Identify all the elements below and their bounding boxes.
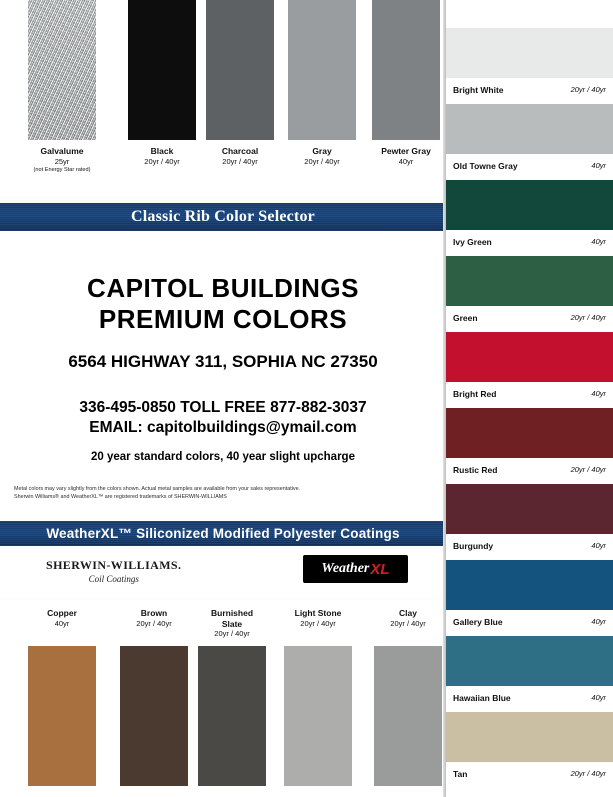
bottom-swatch-row <box>0 600 446 797</box>
swatch-years: 20yr / 40yr <box>222 156 258 166</box>
swatch-gray <box>288 0 356 140</box>
swatch-name: Old Towne Gray <box>453 161 518 171</box>
swatch-years: 40yr <box>54 618 70 628</box>
brand-row <box>0 549 446 597</box>
swatch-old-towne-gray <box>446 104 613 180</box>
swatch-years: 20yr / 40yr <box>214 629 250 639</box>
swatch-label <box>446 382 613 408</box>
swatch-name: Tan <box>453 769 468 779</box>
swatch-caption <box>270 608 366 628</box>
right-swatch-column <box>446 0 613 797</box>
swatch-color-block <box>446 104 613 154</box>
swatch-years: 40yr <box>591 237 606 246</box>
company-email: EMAIL: capitolbuildings@ymail.com <box>89 419 357 437</box>
swatch-label <box>446 534 613 560</box>
swatch-name: Light Stone <box>294 608 342 618</box>
swatch-bright-white <box>446 28 613 104</box>
warranty-note: 20 year standard colors, 40 year slight upcharge <box>91 451 355 464</box>
swatch-name: Green <box>453 313 478 323</box>
swatch-caption <box>358 146 454 166</box>
weatherxl-banner <box>0 521 446 546</box>
swatch-caption <box>274 146 370 166</box>
swatch-color-block <box>446 408 613 458</box>
swatch-years: 40yr <box>591 541 606 550</box>
swatch-name: Burnished Slate <box>210 608 254 629</box>
weatherxl-logo-xl: XL <box>370 560 390 578</box>
swatch-years: 20yr / 40yr <box>390 618 426 628</box>
swatch-years: 20yr / 40yr <box>300 618 336 628</box>
company-address: 6564 HIGHWAY 311, SOPHIA NC 27350 <box>68 352 378 372</box>
company-info-block <box>0 231 446 521</box>
swatch-bright-red <box>446 332 613 408</box>
swatch-label <box>446 686 613 712</box>
swatch-name: Bright White <box>453 85 504 95</box>
swatch-black <box>128 0 196 140</box>
swatch-years: 20yr / 40yr <box>136 618 172 628</box>
swatch-color-block <box>446 484 613 534</box>
swatch-tan <box>446 712 613 788</box>
swatch-charcoal <box>206 0 274 140</box>
swatch-label <box>446 762 613 788</box>
swatch-caption <box>360 608 456 628</box>
swatch-years: 20yr / 40yr <box>570 313 606 322</box>
swatch-years: 40yr <box>591 161 606 170</box>
swatch-name: Copper <box>47 608 77 618</box>
swatch-color-block <box>446 28 613 78</box>
swatch-years: 40yr <box>398 156 414 166</box>
swatch-name: Black <box>150 146 174 156</box>
swatch-light-stone <box>284 646 352 786</box>
company-phone: 336-495-0850 TOLL FREE 877-882-3037 <box>79 399 367 417</box>
swatch-label <box>446 154 613 180</box>
swatch-name: Pewter Gray <box>381 146 431 156</box>
swatch-color-block <box>446 712 613 762</box>
swatch-color-block <box>446 256 613 306</box>
swatch-name: Brown <box>140 608 168 618</box>
weatherxl-logo-main: Weather <box>321 561 370 576</box>
company-title-line1: CAPITOL BUILDINGS <box>87 273 359 303</box>
swatch-label <box>446 610 613 636</box>
swatch-note: (not Energy Star rated) <box>33 167 91 173</box>
swatch-years: 20yr / 40yr <box>570 85 606 94</box>
swatch-label <box>446 458 613 484</box>
swatch-years: 20yr / 40yr <box>570 465 606 474</box>
swatch-color-block <box>446 180 613 230</box>
sherwin-williams-wordmark: SHERWIN-WILLIAMS. <box>46 558 182 572</box>
swatch-years: 20yr / 40yr <box>570 769 606 778</box>
swatch-color-block <box>446 636 613 686</box>
swatch-color-block <box>446 560 613 610</box>
swatch-caption <box>184 608 280 639</box>
fine-print-line2: Sherwin Williams® and WeatherXL™ are registered trademarks of SHERWIN-WILLIAMS <box>14 494 227 501</box>
swatch-years: 40yr <box>591 389 606 398</box>
swatch-caption <box>14 608 110 628</box>
swatch-burgundy <box>446 484 613 560</box>
swatch-label <box>446 78 613 104</box>
swatch-ivy-green <box>446 180 613 256</box>
classic-rib-banner-text: Classic Rib Color Selector <box>131 208 315 225</box>
swatch-name: Charcoal <box>221 146 259 156</box>
swatch-galvalume <box>28 0 96 140</box>
sherwin-williams-logo <box>46 558 181 584</box>
company-title-line2: PREMIUM COLORS <box>98 303 348 334</box>
swatch-name: Burgundy <box>453 541 494 551</box>
swatch-burnished-slate <box>198 646 266 786</box>
swatch-name: Hawaiian Blue <box>453 693 511 703</box>
fine-print-line1: Metal colors may vary slightly from the colors shown. Actual metal samples are available from your sales representative. <box>14 486 301 493</box>
swatch-name: Rustic Red <box>453 465 498 475</box>
swatch-years: 20yr / 40yr <box>144 156 180 166</box>
swatch-name: Clay <box>399 608 417 618</box>
weatherxl-banner-text: WeatherXL™ Siliconized Modified Polyester Coatings <box>46 526 400 541</box>
swatch-pewter-gray <box>372 0 440 140</box>
weatherxl-logo <box>303 555 408 583</box>
swatch-green <box>446 256 613 332</box>
swatch-name: Gray <box>312 146 332 156</box>
swatch-years: 20yr / 40yr <box>304 156 340 166</box>
swatch-name: Galvalume <box>40 146 84 156</box>
swatch-clay <box>374 646 442 786</box>
swatch-gallery-blue <box>446 560 613 636</box>
swatch-copper <box>28 646 96 786</box>
swatch-years: 40yr <box>591 693 606 702</box>
swatch-brown <box>120 646 188 786</box>
swatch-label <box>446 306 613 332</box>
swatch-years: 25yr <box>54 156 70 166</box>
swatch-rustic-red <box>446 408 613 484</box>
swatch-years: 40yr <box>591 617 606 626</box>
swatch-label <box>446 230 613 256</box>
top-swatch-row <box>0 0 446 196</box>
swatch-color-block <box>446 332 613 382</box>
swatch-hawaiian-blue <box>446 636 613 712</box>
classic-rib-banner <box>0 203 446 231</box>
swatch-caption <box>14 146 110 174</box>
swatch-name: Ivy Green <box>453 237 492 247</box>
coil-coatings-label: Coil Coatings <box>88 574 139 584</box>
swatch-name: Gallery Blue <box>453 617 503 627</box>
swatch-name: Bright Red <box>453 389 497 399</box>
